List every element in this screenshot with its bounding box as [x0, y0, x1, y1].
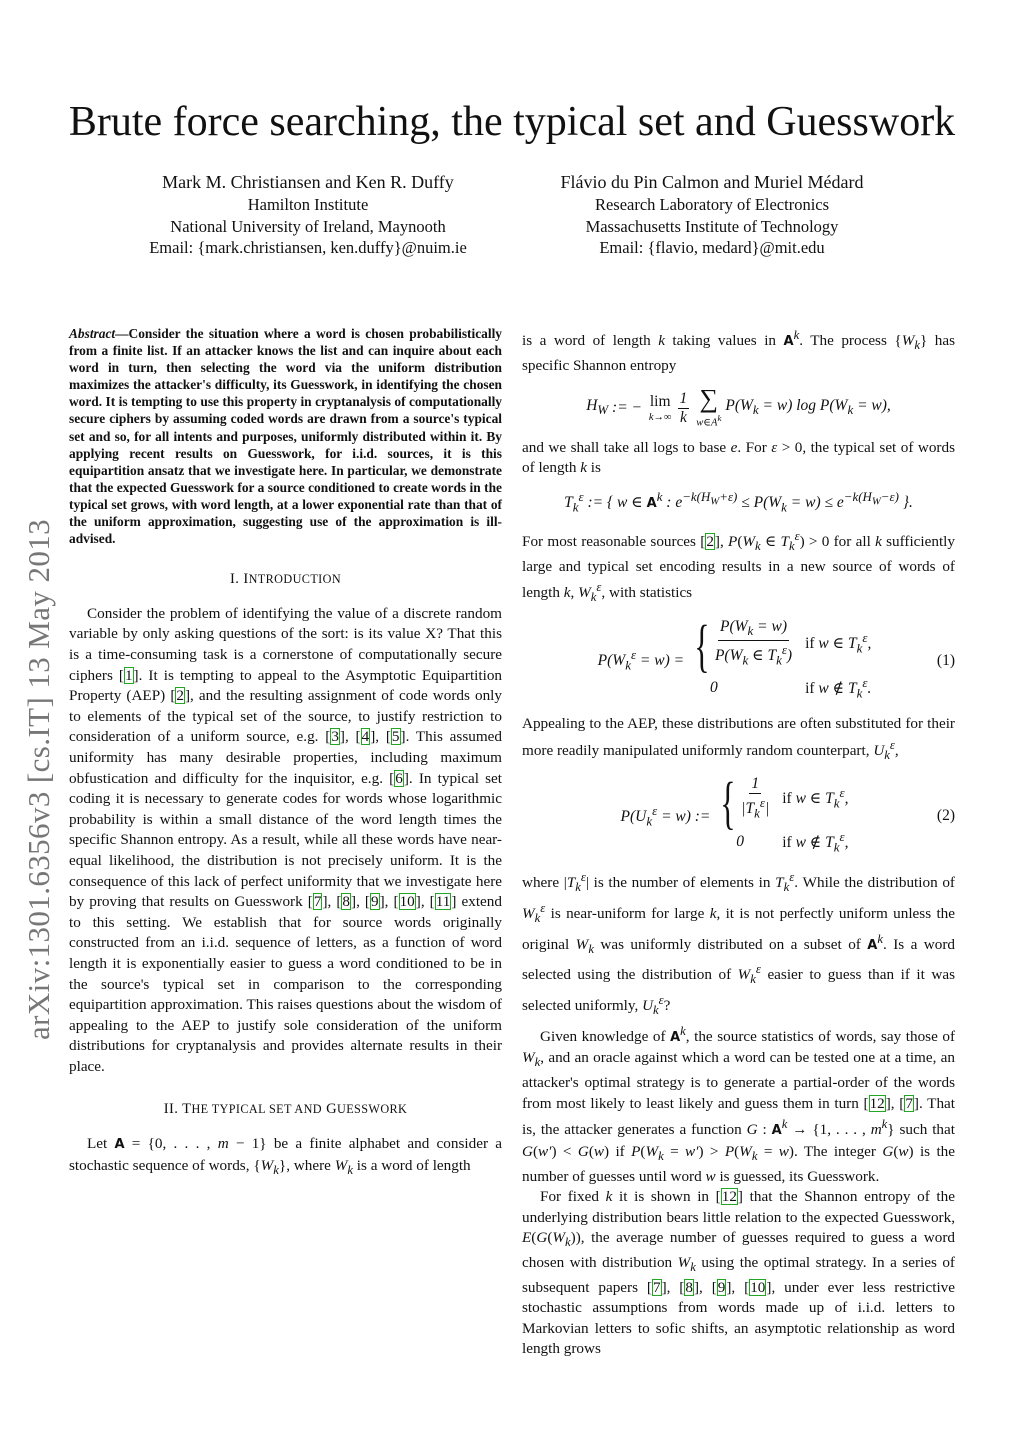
paragraph: is a word of length k taking values in $A^k$. The process $\{W_k\}$ has specific Shannon entropy: [522, 328, 956, 374]
author-names: Flávio du Pin Calmon and Muriel Médard: [560, 172, 864, 192]
paragraph: Appealing to the AEP, these distributions are often substituted for their more readily manipulated uniformly random counterpart, $U_k^\varepsilon$,: [522, 714, 955, 762]
author-block-right: [512, 170, 912, 259]
citation-link[interactable]: 10: [750, 1278, 766, 1296]
citation-link[interactable]: 2: [706, 532, 714, 550]
citation-link[interactable]: 9: [717, 1278, 726, 1296]
citation-link[interactable]: 7: [313, 893, 322, 911]
section2-paragraph: Let A = {0, . . . , m − 1} be a finite alphabet and consider a stochastic sequence of words, $\{W_k\}$, where $W_k$ is a word of length: [69, 1135, 502, 1177]
left-column: [69, 325, 502, 1180]
citation-link[interactable]: 3: [331, 728, 339, 746]
author-block-left: [108, 170, 508, 259]
citation-link[interactable]: 11: [435, 893, 451, 911]
right-column: [522, 325, 955, 1360]
abstract-label: Abstract: [69, 326, 116, 341]
affiliation: National University of Ireland, Maynooth: [170, 216, 446, 236]
equation-number: (1): [936, 651, 955, 669]
affiliation: Massachusetts Institute of Technology: [585, 216, 839, 236]
affiliation: Hamilton Institute: [247, 195, 369, 214]
citation-link[interactable]: 9: [371, 893, 379, 911]
citation-link[interactable]: 2: [176, 687, 184, 705]
author-names: Mark M. Christiansen and Ken R. Duffy: [162, 172, 454, 192]
equation-1: $P(W_k^\varepsilon = w)$ = { $\frac{P(W_k = w)}{P(W_k \in T_k^\varepsilon)}$ if w ∈ $T_k^\varepsilon$, 0 if w ∉ $T_k^\varepsilon$. (1): [597, 612, 955, 701]
citation-link[interactable]: 8: [342, 893, 351, 911]
typical-set-equation: $T_k^\varepsilon$ := { w ∈ $A^k$ : $e^{-k(H_W+\varepsilon)} \le P(W_k = w) \le e^{-k(H_W-\varepsilon)}$ }.: [564, 488, 913, 515]
abstract: [69, 325, 502, 547]
citation-link[interactable]: 1: [124, 666, 133, 684]
citation-link[interactable]: 7: [652, 1278, 661, 1296]
paragraph: Given knowledge of $A^k$, the source statistics of words, say those of $W_k$, and an oracle against which a word can be tested one at a time, an attacker's optimal strategy is to generate a partial-order of the words from most likely to least likely and guess them in turn [12], [7]. That is, the attacker generates a function G : $A^k \to \{1$, . . . , $m^k$} such that G(w′) < G(w) if $P(W_k = w') > P(W_k = w)$. The integer G(w) is the number of guesses until word w is guessed, its Guesswork.: [522, 1023, 956, 1185]
citation-link[interactable]: 7: [905, 1094, 913, 1112]
citation-link[interactable]: 10: [399, 893, 415, 911]
citation-link[interactable]: 12: [721, 1188, 737, 1206]
paragraph: For fixed k it is shown in [12] that the Shannon entropy of the underlying distribution bears little relation to the expected Guesswork, $E(G(W_k))$, the average number of guesses required to guess a word chosen with distribution $W_k$ using the optimal strategy. In a series of subsequent papers [7], [8], [9], [10], under ever less restrictive stochastic assumptions from words made up of i.i.d. letters to Markovian letters to sofic shifts, an asymptotic relationship as word length grows: [522, 1188, 955, 1358]
citation-link[interactable]: 8: [685, 1278, 693, 1296]
abstract-text: —Consider the situation where a word is chosen probabilistically from a finite list. If an attacker knows the list and can inquire about each word in turn, then selecting the word via the uniform distribution maximizes the attacker's difficulty, its Guesswork, in identifying the chosen word. It is tempting to use this property in cryptanalysis of computationally secure ciphers by assuming coded words are drawn from a source's typical set and so, for all intents and purposes, uniformly distributed within it. By applying recent results on Guesswork, for i.i.d. sources, it is this equipartition ansatz that we investigate here. In particular, we demonstrate that the expected Guesswork for a source conditioned to create words in the typical set grows, with word length, at a lower exponential rate than that of the uniform approximation, suggesting use of the approximation is ill-advised.: [69, 326, 502, 547]
equation-2: $P(U_k^\varepsilon = w)$ := { $\frac{1}{|T_k^\varepsilon|}$ if w ∈ $T_k^\varepsilon$, 0 if w ∉ $T_k^\varepsilon$, (2): [620, 770, 955, 854]
arxiv-stamp: arXiv:1301.6356v3 [cs.IT] 13 May 2013: [21, 518, 56, 1040]
citation-link[interactable]: 5: [391, 728, 400, 746]
paragraph: For most reasonable sources [2], $P(W_k$ ∈ $T_k^\varepsilon) > 0$ for all k sufficiently large and typical set encoding results in a new source of words of length k, $W_k^\varepsilon$, with statistics: [522, 528, 956, 605]
section-heading-typical-set: II. THE TYPICAL SET AND GUESSWORK: [163, 1101, 408, 1118]
citation-link[interactable]: 4: [361, 728, 370, 746]
equation-number: (2): [936, 807, 955, 824]
citation-link[interactable]: 12: [869, 1094, 885, 1112]
entropy-equation: $H_W$ := − lim k→∞ $\frac{1}{k}$ ∑ $w\in A^k$ $P(W_k = w)$ $\log P(W_k = w)$,: [586, 384, 891, 429]
author-email: Email: {mark.christiansen, ken.duffy}@nuim.ie: [149, 238, 467, 257]
citation-link[interactable]: 6: [395, 769, 403, 787]
affiliation: Research Laboratory of Electronics: [594, 195, 830, 214]
section-heading-introduction: I. INTRODUCTION: [229, 571, 342, 588]
intro-paragraph: Consider the problem of identifying the value of a discrete random variable by only asking questions of the sort: is its value X? That this is a time-consuming task is a cornerstone of computationally secure ciphers [1]. It is tempting to appeal to the Asymptotic Equipartition Property (AEP) [2], and the resulting assignment of code words only to elements of the typical set of the source, to justify restriction to consideration of a uniform source, e.g. [3], [4], [5]. This assumed uniformity has many desirable properties, including maximum obfustication and difficulty for the inquisitor, e.g. [6]. In typical set coding it is necessary to generate codes for words whose logarithmic probability is within a small distance of the word length times the specific Shannon entropy. As a result, while all these words have near-equal likelihood, the distribution is not precisely uniform. It is the consequence of this lack of perfect uniformity that we investigate here by proving that results on Guesswork [7], [8], [9], [10], [11] extend to this setting. We establish that for source words originally constructed from an i.i.d. sequence of letters, as a function of word length it is exponentially easier to guess a word conditioned to be in the source's typical set in comparison to the corresponding equipartition approximation. This raises questions about the wisdom of appealing to the AEP to justify sole consideration of the uniform distributions for cryptanalysis and provides alternate results in their place.: [69, 604, 503, 1075]
paragraph: and we shall take all logs to base e. For ε > 0, the typical set of words of length k is: [522, 438, 955, 477]
paragraph: where $|T_k^\varepsilon|$ is the number of elements in $T_k^\varepsilon$. While the distribution of $W_k^\varepsilon$ is near-uniform for large k, it is not perfectly uniform unless the original $W_k$ was uniformly distributed on a subset of $A^k$. Is a word selected using the distribution of $W_k^\varepsilon$ easier to guess than if it was selected uniformly, $U_k^\varepsilon$?: [522, 870, 956, 1018]
author-email: Email: {flavio, medard}@mit.edu: [599, 238, 825, 257]
paper-title: Brute force searching, the typical set and Guesswork: [68, 99, 956, 145]
